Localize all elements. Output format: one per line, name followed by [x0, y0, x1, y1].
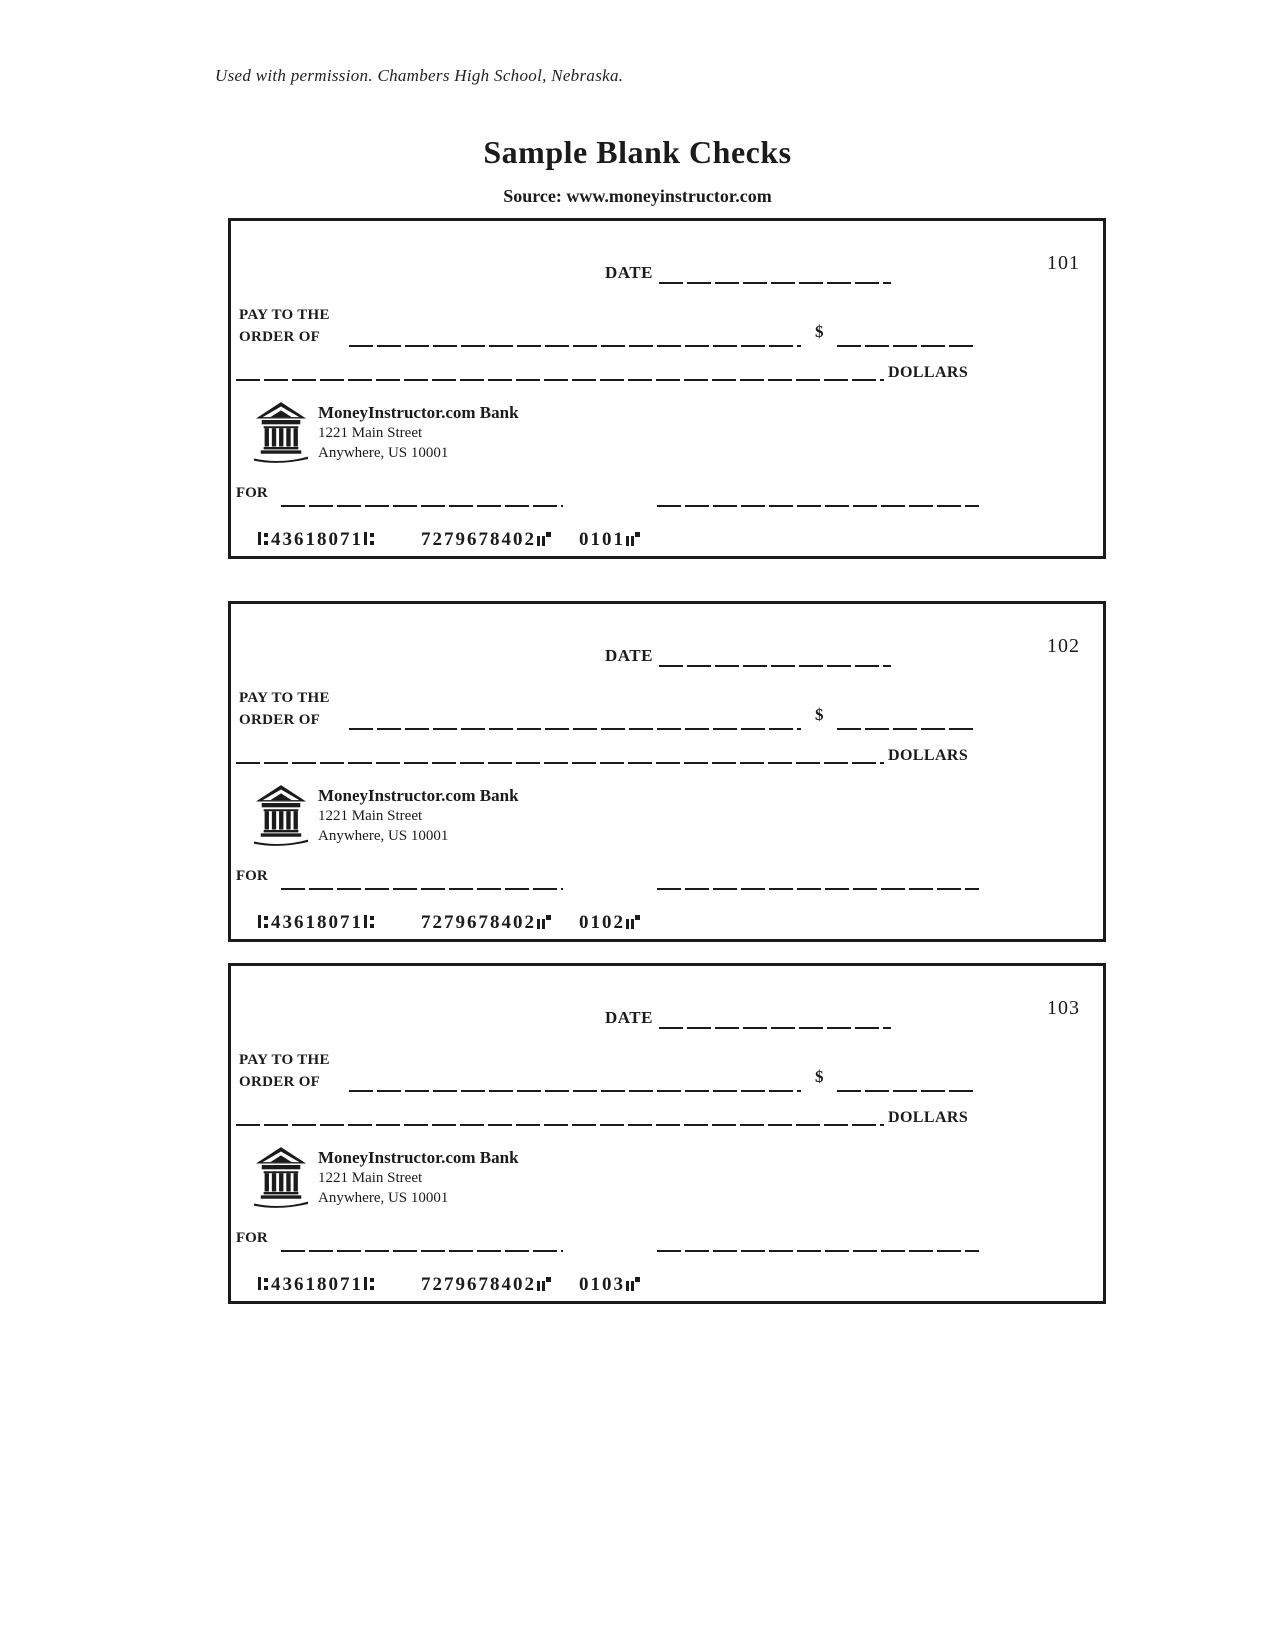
amount-blank-line	[837, 1090, 977, 1092]
bank-city: Anywhere, US 10001	[318, 828, 449, 844]
dollars-label: DOLLARS	[888, 747, 969, 764]
bank-building-icon	[254, 402, 308, 464]
order-of-label: ORDER OF	[239, 1074, 321, 1090]
signature-blank-line	[657, 505, 979, 507]
micr-routing-number: 43618071	[271, 1274, 363, 1295]
dollar-sign-label: $	[815, 322, 824, 341]
bank-text-block	[318, 402, 519, 463]
bank-text-block	[318, 785, 519, 846]
check-number: 101	[1047, 252, 1080, 274]
bank-info-block	[254, 785, 519, 847]
payee-blank-line	[349, 1090, 801, 1092]
micr-transit-icon	[257, 1274, 271, 1293]
order-of-label: ORDER OF	[239, 712, 321, 728]
permission-note: Used with permission. Chambers High School, Nebraska.	[215, 66, 624, 85]
bank-name: MoneyInstructor.com Bank	[318, 786, 519, 805]
micr-transit-icon	[257, 529, 271, 548]
check-number: 102	[1047, 635, 1080, 657]
micr-routing-number: 43618071	[271, 912, 363, 933]
bank-street: 1221 Main Street	[318, 1170, 423, 1186]
micr-transit-icon	[363, 529, 377, 548]
memo-blank-line	[281, 505, 563, 507]
date-blank-line	[659, 665, 891, 667]
bank-street: 1221 Main Street	[318, 425, 423, 441]
micr-account-number: 7279678402	[421, 1274, 536, 1295]
micr-transit-icon	[363, 912, 377, 931]
payee-label-block	[239, 1049, 330, 1093]
for-label: FOR	[236, 868, 268, 884]
micr-routing-number: 43618071	[271, 529, 363, 550]
micr-account-number: 7279678402	[421, 529, 536, 550]
bank-building-icon	[254, 785, 308, 847]
amount-blank-line	[837, 728, 977, 730]
blank-check-2	[228, 601, 1106, 942]
amount-words-blank-line	[236, 1124, 884, 1126]
bank-city: Anywhere, US 10001	[318, 1190, 449, 1206]
micr-onus-icon	[536, 1274, 550, 1293]
date-label: DATE	[605, 646, 653, 665]
bank-info-block	[254, 1147, 519, 1209]
micr-check-number: 0101	[579, 529, 625, 550]
micr-line	[231, 529, 1103, 557]
payee-blank-line	[349, 728, 801, 730]
micr-onus-icon	[536, 529, 550, 548]
micr-transit-icon	[257, 912, 271, 931]
pay-to-the-label: PAY TO THE	[239, 1052, 330, 1068]
page-title: Sample Blank Checks	[483, 134, 792, 170]
micr-check-number: 0103	[579, 1274, 625, 1295]
blank-check-3	[228, 963, 1106, 1304]
micr-onus-icon	[625, 529, 639, 548]
dollars-label: DOLLARS	[888, 364, 969, 381]
signature-blank-line	[657, 888, 979, 890]
bank-street: 1221 Main Street	[318, 808, 423, 824]
micr-line	[231, 912, 1103, 940]
pay-to-the-label: PAY TO THE	[239, 307, 330, 323]
micr-line	[231, 1274, 1103, 1302]
memo-blank-line	[281, 888, 563, 890]
for-label: FOR	[236, 1230, 268, 1246]
dollar-sign-label: $	[815, 1067, 824, 1086]
dollar-sign-label: $	[815, 705, 824, 724]
micr-transit-icon	[363, 1274, 377, 1293]
amount-words-blank-line	[236, 762, 884, 764]
amount-words-blank-line	[236, 379, 884, 381]
micr-onus-icon	[536, 912, 550, 931]
signature-blank-line	[657, 1250, 979, 1252]
date-label: DATE	[605, 263, 653, 282]
dollars-label: DOLLARS	[888, 1109, 969, 1126]
micr-onus-icon	[625, 1274, 639, 1293]
date-blank-line	[659, 282, 891, 284]
check-number: 103	[1047, 997, 1080, 1019]
payee-label-block	[239, 687, 330, 731]
source-line: Source: www.moneyinstructor.com	[503, 186, 772, 206]
micr-account-number: 7279678402	[421, 912, 536, 933]
order-of-label: ORDER OF	[239, 329, 321, 345]
date-blank-line	[659, 1027, 891, 1029]
micr-onus-icon	[625, 912, 639, 931]
for-label: FOR	[236, 485, 268, 501]
bank-name: MoneyInstructor.com Bank	[318, 403, 519, 422]
payee-label-block	[239, 304, 330, 348]
blank-check-1	[228, 218, 1106, 559]
bank-city: Anywhere, US 10001	[318, 445, 449, 461]
micr-check-number: 0102	[579, 912, 625, 933]
memo-blank-line	[281, 1250, 563, 1252]
date-label: DATE	[605, 1008, 653, 1027]
pay-to-the-label: PAY TO THE	[239, 690, 330, 706]
bank-building-icon	[254, 1147, 308, 1209]
bank-text-block	[318, 1147, 519, 1208]
payee-blank-line	[349, 345, 801, 347]
bank-info-block	[254, 402, 519, 464]
bank-name: MoneyInstructor.com Bank	[318, 1148, 519, 1167]
amount-blank-line	[837, 345, 977, 347]
